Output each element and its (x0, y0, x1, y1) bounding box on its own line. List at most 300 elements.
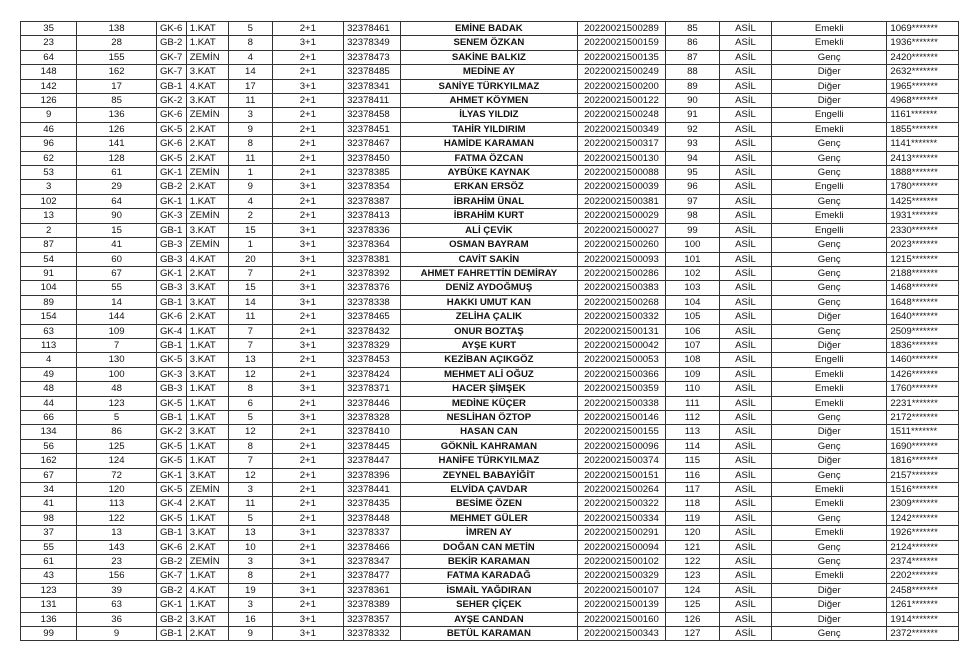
cell-tc-kimlik: 1161******* (887, 108, 959, 122)
cell-bagimsiz-bolum-no: 32378392 (344, 266, 401, 280)
cell-liste-no: 120 (77, 483, 157, 497)
cell-tc-kimlik: 2420******* (887, 50, 959, 64)
cell-kat: 2.KAT (186, 137, 228, 151)
table-row (21, 439, 959, 453)
cell-kategori: Diğer (772, 94, 887, 108)
cell-oda-sayisi: 2+1 (272, 353, 343, 367)
cell-oda-sayisi: 3+1 (272, 223, 343, 237)
cell-daire-no: 13 (229, 353, 273, 367)
cell-ad-soyad: HAMİDE KARAMAN (400, 137, 577, 151)
cell-sira-no: 98 (21, 511, 77, 525)
cell-daire-no: 8 (229, 36, 273, 50)
cell-kategori: Genç (772, 151, 887, 165)
cell-basvuru-no: 20220021500139 (577, 598, 665, 612)
cell-durum: ASİL (719, 223, 771, 237)
cell-durum: ASİL (719, 425, 771, 439)
cell-ad-soyad: TAHİR YILDIRIM (400, 122, 577, 136)
cell-ad-soyad: ONUR BOZTAŞ (400, 324, 577, 338)
cell-sira-no: 148 (21, 65, 77, 79)
table-row (21, 497, 959, 511)
table-row (21, 454, 959, 468)
cell-daire-no: 12 (229, 367, 273, 381)
cell-durum: ASİL (719, 583, 771, 597)
cell-kura-sira: 114 (665, 439, 719, 453)
cell-durum: ASİL (719, 410, 771, 424)
cell-kategori: Emekli (772, 396, 887, 410)
cell-blok: GB-3 (156, 252, 186, 266)
cell-durum: ASİL (719, 439, 771, 453)
cell-blok: GK-2 (156, 425, 186, 439)
cell-kura-sira: 99 (665, 223, 719, 237)
cell-sira-no: 91 (21, 266, 77, 280)
cell-kat: 1.KAT (186, 439, 228, 453)
cell-kat: 3.KAT (186, 612, 228, 626)
cell-daire-no: 3 (229, 555, 273, 569)
cell-kategori: Genç (772, 137, 887, 151)
cell-ad-soyad: MEDİNE KÜÇER (400, 396, 577, 410)
cell-liste-no: 123 (77, 396, 157, 410)
cell-liste-no: 17 (77, 79, 157, 93)
cell-oda-sayisi: 2+1 (272, 22, 343, 36)
cell-blok: GK-3 (156, 209, 186, 223)
cell-kategori: Emekli (772, 36, 887, 50)
cell-tc-kimlik: 1261******* (887, 598, 959, 612)
cell-liste-no: 162 (77, 65, 157, 79)
cell-durum: ASİL (719, 569, 771, 583)
cell-tc-kimlik: 2458******* (887, 583, 959, 597)
cell-kat: 3.KAT (186, 367, 228, 381)
table-row (21, 223, 959, 237)
cell-ad-soyad: CAVİT SAKİN (400, 252, 577, 266)
cell-bagimsiz-bolum-no: 32378338 (344, 295, 401, 309)
cell-basvuru-no: 20220021500159 (577, 36, 665, 50)
cell-basvuru-no: 20220021500088 (577, 166, 665, 180)
cell-basvuru-no: 20220021500291 (577, 526, 665, 540)
cell-kura-sira: 107 (665, 338, 719, 352)
cell-oda-sayisi: 2+1 (272, 468, 343, 482)
cell-ad-soyad: İSMAİL YAĞDIRAN (400, 583, 577, 597)
cell-basvuru-no: 20220021500093 (577, 252, 665, 266)
cell-blok: GK-5 (156, 511, 186, 525)
cell-blok: GK-6 (156, 540, 186, 554)
cell-sira-no: 113 (21, 338, 77, 352)
cell-tc-kimlik: 1242******* (887, 511, 959, 525)
cell-tc-kimlik: 2374******* (887, 555, 959, 569)
cell-kura-sira: 120 (665, 526, 719, 540)
cell-durum: ASİL (719, 137, 771, 151)
cell-bagimsiz-bolum-no: 32378465 (344, 310, 401, 324)
cell-blok: GK-6 (156, 310, 186, 324)
cell-bagimsiz-bolum-no: 32378435 (344, 497, 401, 511)
cell-tc-kimlik: 1836******* (887, 338, 959, 352)
cell-kategori: Diğer (772, 65, 887, 79)
cell-basvuru-no: 20220021500146 (577, 410, 665, 424)
cell-oda-sayisi: 2+1 (272, 65, 343, 79)
cell-liste-no: 144 (77, 310, 157, 324)
cell-sira-no: 49 (21, 367, 77, 381)
cell-oda-sayisi: 2+1 (272, 483, 343, 497)
cell-liste-no: 90 (77, 209, 157, 223)
cell-bagimsiz-bolum-no: 32378349 (344, 36, 401, 50)
cell-kat: 2.KAT (186, 122, 228, 136)
table-row (21, 396, 959, 410)
cell-ad-soyad: ZEYNEL BABAYİĞİT (400, 468, 577, 482)
cell-kategori: Emekli (772, 569, 887, 583)
cell-daire-no: 7 (229, 266, 273, 280)
cell-durum: ASİL (719, 108, 771, 122)
cell-basvuru-no: 20220021500096 (577, 439, 665, 453)
cell-sira-no: 53 (21, 166, 77, 180)
cell-sira-no: 61 (21, 555, 77, 569)
cell-kategori: Emekli (772, 497, 887, 511)
cell-daire-no: 5 (229, 22, 273, 36)
cell-daire-no: 4 (229, 50, 273, 64)
cell-sira-no: 64 (21, 50, 77, 64)
cell-basvuru-no: 20220021500374 (577, 454, 665, 468)
cell-sira-no: 55 (21, 540, 77, 554)
cell-tc-kimlik: 1468******* (887, 281, 959, 295)
cell-basvuru-no: 20220021500249 (577, 65, 665, 79)
cell-liste-no: 39 (77, 583, 157, 597)
cell-tc-kimlik: 2632******* (887, 65, 959, 79)
cell-liste-no: 29 (77, 180, 157, 194)
cell-sira-no: 89 (21, 295, 77, 309)
cell-blok: GB-3 (156, 238, 186, 252)
cell-daire-no: 4 (229, 194, 273, 208)
cell-bagimsiz-bolum-no: 32378385 (344, 166, 401, 180)
cell-tc-kimlik: 1855******* (887, 122, 959, 136)
cell-blok: GK-7 (156, 569, 186, 583)
table-row (21, 295, 959, 309)
table-row (21, 353, 959, 367)
table-row (21, 122, 959, 136)
cell-tc-kimlik: 1069******* (887, 22, 959, 36)
cell-oda-sayisi: 2+1 (272, 108, 343, 122)
cell-kura-sira: 86 (665, 36, 719, 50)
cell-daire-no: 7 (229, 454, 273, 468)
cell-bagimsiz-bolum-no: 32378466 (344, 540, 401, 554)
cell-kategori: Emekli (772, 209, 887, 223)
cell-sira-no: 48 (21, 382, 77, 396)
cell-ad-soyad: NESLİHAN ÖZTOP (400, 410, 577, 424)
cell-kat: 2.KAT (186, 540, 228, 554)
cell-sira-no: 134 (21, 425, 77, 439)
cell-liste-no: 124 (77, 454, 157, 468)
cell-oda-sayisi: 2+1 (272, 209, 343, 223)
cell-kura-sira: 88 (665, 65, 719, 79)
cell-durum: ASİL (719, 79, 771, 93)
cell-tc-kimlik: 2202******* (887, 569, 959, 583)
cell-daire-no: 8 (229, 439, 273, 453)
cell-kat: 3.KAT (186, 65, 228, 79)
cell-sira-no: 23 (21, 36, 77, 50)
cell-ad-soyad: GÖKNİL KAHRAMAN (400, 439, 577, 453)
cell-kura-sira: 101 (665, 252, 719, 266)
cell-tc-kimlik: 1965******* (887, 79, 959, 93)
cell-liste-no: 15 (77, 223, 157, 237)
cell-basvuru-no: 20220021500260 (577, 238, 665, 252)
cell-daire-no: 13 (229, 526, 273, 540)
cell-durum: ASİL (719, 598, 771, 612)
cell-kura-sira: 125 (665, 598, 719, 612)
cell-kategori: Diğer (772, 338, 887, 352)
cell-oda-sayisi: 3+1 (272, 583, 343, 597)
cell-bagimsiz-bolum-no: 32378447 (344, 454, 401, 468)
cell-kategori: Engelli (772, 223, 887, 237)
cell-oda-sayisi: 2+1 (272, 454, 343, 468)
table-row (21, 266, 959, 280)
cell-durum: ASİL (719, 94, 771, 108)
cell-durum: ASİL (719, 281, 771, 295)
cell-bagimsiz-bolum-no: 32378467 (344, 137, 401, 151)
cell-durum: ASİL (719, 266, 771, 280)
cell-kat: 3.KAT (186, 526, 228, 540)
cell-kura-sira: 126 (665, 612, 719, 626)
cell-basvuru-no: 20220021500359 (577, 382, 665, 396)
cell-daire-no: 7 (229, 338, 273, 352)
cell-liste-no: 67 (77, 266, 157, 280)
cell-kategori: Diğer (772, 612, 887, 626)
table-row (21, 324, 959, 338)
cell-kat: 4.KAT (186, 583, 228, 597)
cell-daire-no: 1 (229, 166, 273, 180)
cell-kategori: Engelli (772, 108, 887, 122)
cell-kat: 3.KAT (186, 425, 228, 439)
cell-kat: ZEMİN (186, 555, 228, 569)
cell-sira-no: 13 (21, 209, 77, 223)
cell-basvuru-no: 20220021500381 (577, 194, 665, 208)
cell-oda-sayisi: 2+1 (272, 569, 343, 583)
cell-oda-sayisi: 3+1 (272, 180, 343, 194)
cell-kat: 1.KAT (186, 511, 228, 525)
cell-oda-sayisi: 2+1 (272, 94, 343, 108)
cell-kat: 1.KAT (186, 598, 228, 612)
cell-daire-no: 14 (229, 65, 273, 79)
cell-ad-soyad: SANİYE TÜRKYILMAZ (400, 79, 577, 93)
cell-kategori: Genç (772, 627, 887, 641)
cell-kategori: Diğer (772, 425, 887, 439)
cell-kat: 1.KAT (186, 569, 228, 583)
cell-bagimsiz-bolum-no: 32378357 (344, 612, 401, 626)
cell-ad-soyad: DOĞAN CAN METİN (400, 540, 577, 554)
cell-sira-no: 3 (21, 180, 77, 194)
cell-tc-kimlik: 1888******* (887, 166, 959, 180)
table-row (21, 36, 959, 50)
cell-durum: ASİL (719, 627, 771, 641)
cell-liste-no: 48 (77, 382, 157, 396)
cell-daire-no: 12 (229, 468, 273, 482)
cell-basvuru-no: 20220021500332 (577, 310, 665, 324)
cell-kat: 3.KAT (186, 281, 228, 295)
cell-blok: GK-5 (156, 454, 186, 468)
cell-sira-no: 87 (21, 238, 77, 252)
cell-ad-soyad: MEHMET ALİ OĞUZ (400, 367, 577, 381)
cell-bagimsiz-bolum-no: 32378473 (344, 50, 401, 64)
cell-durum: ASİL (719, 367, 771, 381)
cell-durum: ASİL (719, 65, 771, 79)
cell-kura-sira: 90 (665, 94, 719, 108)
cell-ad-soyad: İBRAHİM ÜNAL (400, 194, 577, 208)
cell-basvuru-no: 20220021500160 (577, 612, 665, 626)
cell-daire-no: 15 (229, 281, 273, 295)
cell-tc-kimlik: 1215******* (887, 252, 959, 266)
cell-ad-soyad: AYBÜKE KAYNAK (400, 166, 577, 180)
cell-durum: ASİL (719, 612, 771, 626)
cell-kat: 2.KAT (186, 310, 228, 324)
cell-tc-kimlik: 2372******* (887, 627, 959, 641)
cell-daire-no: 14 (229, 295, 273, 309)
cell-durum: ASİL (719, 324, 771, 338)
cell-blok: GB-2 (156, 180, 186, 194)
cell-tc-kimlik: 1141******* (887, 137, 959, 151)
cell-liste-no: 36 (77, 612, 157, 626)
cell-daire-no: 11 (229, 497, 273, 511)
table-row (21, 238, 959, 252)
cell-bagimsiz-bolum-no: 32378371 (344, 382, 401, 396)
cell-kat: 1.KAT (186, 454, 228, 468)
cell-kat: 2.KAT (186, 497, 228, 511)
cell-ad-soyad: MEDİNE AY (400, 65, 577, 79)
cell-liste-no: 72 (77, 468, 157, 482)
cell-bagimsiz-bolum-no: 32378458 (344, 108, 401, 122)
cell-sira-no: 96 (21, 137, 77, 151)
cell-ad-soyad: OSMAN BAYRAM (400, 238, 577, 252)
cell-oda-sayisi: 3+1 (272, 338, 343, 352)
cell-basvuru-no: 20220021500248 (577, 108, 665, 122)
cell-oda-sayisi: 3+1 (272, 627, 343, 641)
cell-durum: ASİL (719, 497, 771, 511)
cell-basvuru-no: 20220021500317 (577, 137, 665, 151)
cell-daire-no: 19 (229, 583, 273, 597)
cell-blok: GK-7 (156, 65, 186, 79)
cell-durum: ASİL (719, 468, 771, 482)
cell-ad-soyad: AYŞE KURT (400, 338, 577, 352)
cell-kategori: Genç (772, 266, 887, 280)
cell-oda-sayisi: 2+1 (272, 367, 343, 381)
cell-blok: GK-5 (156, 483, 186, 497)
cell-bagimsiz-bolum-no: 32378446 (344, 396, 401, 410)
cell-bagimsiz-bolum-no: 32378328 (344, 410, 401, 424)
cell-tc-kimlik: 1648******* (887, 295, 959, 309)
table-row (21, 555, 959, 569)
cell-daire-no: 6 (229, 396, 273, 410)
cell-bagimsiz-bolum-no: 32378410 (344, 425, 401, 439)
cell-kat: 3.KAT (186, 468, 228, 482)
cell-bagimsiz-bolum-no: 32378485 (344, 65, 401, 79)
cell-kategori: Genç (772, 468, 887, 482)
cell-kura-sira: 94 (665, 151, 719, 165)
cell-kura-sira: 110 (665, 382, 719, 396)
cell-daire-no: 11 (229, 151, 273, 165)
cell-kura-sira: 92 (665, 122, 719, 136)
cell-ad-soyad: ERKAN ERSÖZ (400, 180, 577, 194)
cell-ad-soyad: SENEM ÖZKAN (400, 36, 577, 50)
table-row (21, 483, 959, 497)
cell-tc-kimlik: 2231******* (887, 396, 959, 410)
cell-liste-no: 14 (77, 295, 157, 309)
cell-kura-sira: 121 (665, 540, 719, 554)
cell-kura-sira: 109 (665, 367, 719, 381)
cell-ad-soyad: ZELİHA ÇALIK (400, 310, 577, 324)
cell-kategori: Emekli (772, 382, 887, 396)
cell-ad-soyad: SAKİNE BALKIZ (400, 50, 577, 64)
cell-durum: ASİL (719, 252, 771, 266)
cell-bagimsiz-bolum-no: 32378364 (344, 238, 401, 252)
cell-ad-soyad: FATMA ÖZCAN (400, 151, 577, 165)
cell-oda-sayisi: 2+1 (272, 50, 343, 64)
cell-kategori: Engelli (772, 353, 887, 367)
cell-tc-kimlik: 2157******* (887, 468, 959, 482)
cell-durum: ASİL (719, 122, 771, 136)
cell-tc-kimlik: 1760******* (887, 382, 959, 396)
cell-ad-soyad: FATMA KARADAĞ (400, 569, 577, 583)
cell-kategori: Emekli (772, 22, 887, 36)
cell-kura-sira: 91 (665, 108, 719, 122)
cell-bagimsiz-bolum-no: 32378389 (344, 598, 401, 612)
cell-durum: ASİL (719, 310, 771, 324)
cell-tc-kimlik: 1640******* (887, 310, 959, 324)
table-row (21, 281, 959, 295)
cell-blok: GK-7 (156, 50, 186, 64)
cell-bagimsiz-bolum-no: 32378354 (344, 180, 401, 194)
cell-blok: GK-1 (156, 166, 186, 180)
cell-blok: GB-1 (156, 79, 186, 93)
cell-sira-no: 63 (21, 324, 77, 338)
cell-ad-soyad: İMREN AY (400, 526, 577, 540)
cell-ad-soyad: HAKKI UMUT KAN (400, 295, 577, 309)
cell-ad-soyad: KEZİBAN AÇIKGÖZ (400, 353, 577, 367)
cell-blok: GB-1 (156, 410, 186, 424)
cell-bagimsiz-bolum-no: 32378337 (344, 526, 401, 540)
cell-basvuru-no: 20220021500329 (577, 569, 665, 583)
cell-kura-sira: 96 (665, 180, 719, 194)
table-row (21, 194, 959, 208)
cell-kura-sira: 122 (665, 555, 719, 569)
cell-kat: 1.KAT (186, 396, 228, 410)
cell-tc-kimlik: 2309******* (887, 497, 959, 511)
cell-kat: 1.KAT (186, 194, 228, 208)
table-row (21, 310, 959, 324)
cell-sira-no: 123 (21, 583, 77, 597)
cell-oda-sayisi: 3+1 (272, 238, 343, 252)
cell-kura-sira: 117 (665, 483, 719, 497)
cell-basvuru-no: 20220021500102 (577, 555, 665, 569)
cell-daire-no: 16 (229, 612, 273, 626)
table-row (21, 468, 959, 482)
table-row (21, 511, 959, 525)
cell-kura-sira: 93 (665, 137, 719, 151)
cell-kategori: Diğer (772, 310, 887, 324)
cell-basvuru-no: 20220021500042 (577, 338, 665, 352)
cell-blok: GK-1 (156, 468, 186, 482)
cell-kategori: Genç (772, 511, 887, 525)
cell-liste-no: 28 (77, 36, 157, 50)
cell-ad-soyad: MEHMET GÜLER (400, 511, 577, 525)
cell-kura-sira: 116 (665, 468, 719, 482)
cell-kategori: Diğer (772, 454, 887, 468)
cell-blok: GK-5 (156, 396, 186, 410)
cell-liste-no: 41 (77, 238, 157, 252)
cell-kat: 1.KAT (186, 22, 228, 36)
cell-kura-sira: 106 (665, 324, 719, 338)
cell-blok: GK-5 (156, 151, 186, 165)
cell-kat: 1.KAT (186, 338, 228, 352)
table-row (21, 569, 959, 583)
cell-bagimsiz-bolum-no: 32378381 (344, 252, 401, 266)
cell-oda-sayisi: 2+1 (272, 439, 343, 453)
cell-basvuru-no: 20220021500039 (577, 180, 665, 194)
cell-liste-no: 113 (77, 497, 157, 511)
